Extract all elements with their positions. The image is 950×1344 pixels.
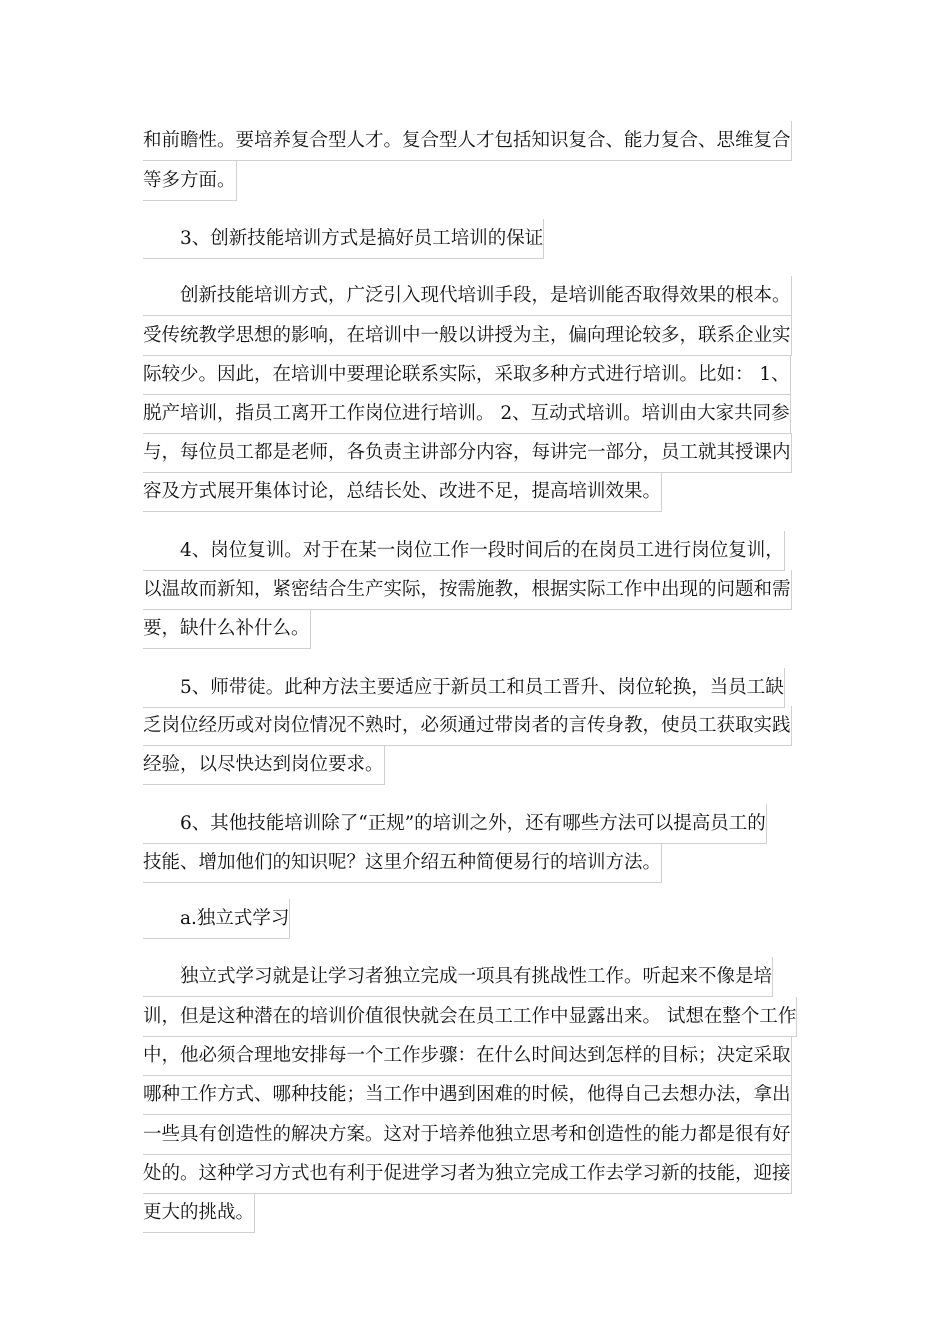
text-line: 际较少。因此，在培训中要理论联系实际，采取多种方式进行培训。比如： 1、 <box>143 355 791 395</box>
text-line: 哪种工作方式、哪种技能；当工作中遇到困难的时候，他得自己去想办法，拿出 <box>143 1075 792 1115</box>
text-line: 等多方面。 <box>143 161 237 201</box>
text-line: 处的。这种学习方式也有利于促进学习者为独立完成工作去学习新的技能，迎接 <box>143 1154 792 1194</box>
text-line: 4、岗位复训。对于在某一岗位工作一段时间后的在岗员工进行岗位复训， <box>143 531 785 571</box>
section-heading: 3、创新技能培训方式是搞好员工培训的保证 <box>143 219 544 259</box>
text-line: 受传统教学思想的影响，在培训中一般以讲授为主，偏向理论较多，联系企业实 <box>143 316 792 356</box>
text-line: 和前瞻性。要培养复合型人才。复合型人才包括知识复合、能力复合、思维复合 <box>143 121 792 161</box>
text-line: 5、师带徒。此种方法主要适应于新员工和员工晋升、岗位轮换，当员工缺 <box>143 668 785 708</box>
text-line: 容及方式展开集体讨论，总结长处、改进不足，提高培训效果。 <box>143 472 662 512</box>
text-line: 独立式学习就是让学习者独立完成一项具有挑战性工作。听起来不像是培 <box>143 957 773 997</box>
text-line: 经验，以尽快达到岗位要求。 <box>143 745 385 785</box>
text-line: 中，他必须合理地安排每一个工作步骤：在什么时间达到怎样的目标；决定采取 <box>143 1036 792 1076</box>
text-line: 与，每位员工都是老师，各负责主讲部分内容，每讲完一部分，员工就其授课内 <box>143 433 792 473</box>
text-line: 训，但是这种潜在的培训价值很快就会在员工工作中显露出来。 试想在整个工作 <box>143 997 797 1037</box>
text-line: 技能、增加他们的知识呢？这里介绍五种简便易行的培训方法。 <box>143 843 662 883</box>
text-line: 更大的挑战。 <box>143 1193 255 1233</box>
text-line: 以温故而新知，紧密结合生产实际，按需施教，根据实际工作中出现的问题和需 <box>143 570 792 610</box>
subsection-heading: a.独立式学习 <box>143 899 290 939</box>
text-line: 脱产培训，指员工离开工作岗位进行培训。 2、互动式培训。培训由大家共同参 <box>143 394 791 434</box>
text-line: 创新技能培训方式，广泛引入现代培训手段，是培训能否取得效果的根本。 <box>143 276 792 316</box>
text-line: 乏岗位经历或对岗位情况不熟时，必须通过带岗者的言传身教，使员工获取实践 <box>143 706 792 746</box>
text-line: 6、其他技能培训除了“正规”的培训之外，还有哪些方法可以提高员工的 <box>143 804 767 844</box>
text-line: 要，缺什么补什么。 <box>143 609 311 649</box>
text-line: 一些具有创造性的解决方案。这对于培养他独立思考和创造性的能力都是很有好 <box>143 1115 792 1155</box>
